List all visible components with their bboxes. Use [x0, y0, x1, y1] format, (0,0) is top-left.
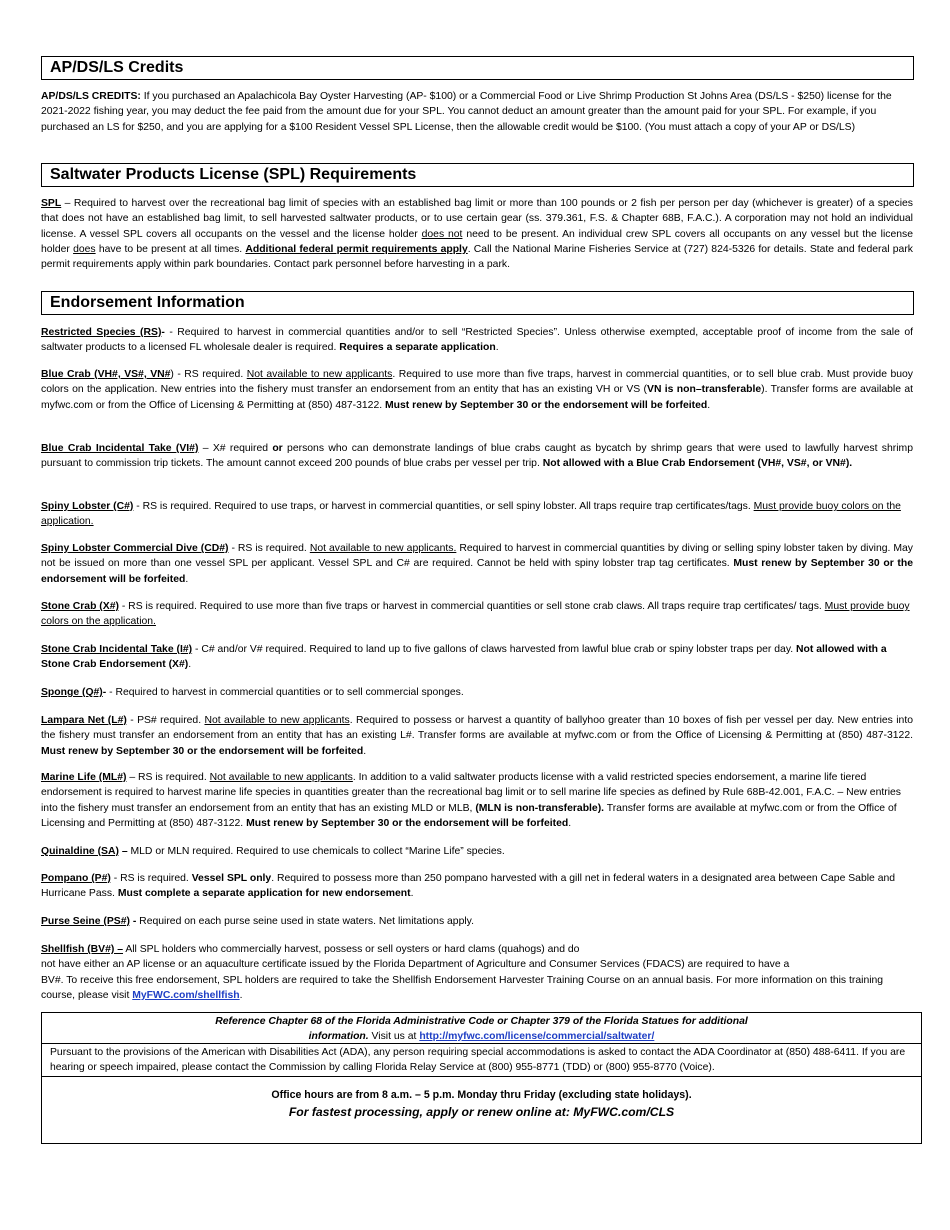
sponge-label: Sponge (Q#): [41, 687, 103, 698]
shellfish-link[interactable]: MyFWC.com/shellfish: [132, 989, 240, 1001]
lampara-net-label: Lampara Net (L#): [41, 715, 127, 726]
online-renewal-text: For fastest processing, apply or renew online at: MyFWC.com/CLS: [288, 1105, 675, 1119]
reference-line-1: Reference Chapter 68 of the Florida Administrative Code or Chapter 379 of the Florida Statues for additional: [215, 1016, 748, 1027]
restricted-species-paragraph: Restricted Species (RS)- - Required to harvest in commercial quantities and/or to sell “Restricted Species”. Unless otherwise exempted, acceptable proof of income from the sale of saltwater products to a licensed FL wholesale dealer is required. Requires a separate application.: [41, 327, 914, 354]
credits-section-title: AP/DS/LS Credits: [41, 56, 914, 80]
sponge-paragraph: Sponge (Q#)- - Required to harvest in commercial quantities or to sell commercial sponges.: [41, 687, 464, 698]
blue-crab-incidental-paragraph: Blue Crab Incidental Take (VI#) – X# required or persons who can demonstrate landings of blue crabs caught as bycatch by shrimp gears that were used to lawfully harvest shrimp pursuant to commission trip tickets. The amount cannot exceed 200 pounds of blue crabs per vessel per trip. Not allowed with a Blue Crab Endorsement (VH#, VS#, or VN#).: [41, 443, 913, 470]
credits-text: If you purchased an Apalachicola Bay Oyster Harvesting (AP- $100) or a Commercial Food or Live Shrimp Production St Johns Area (DS/LS - $250) license for the 2021-2022 fishing year, you may deduct the fee paid from the amount due for your SPL. You cannot deduct an amount greater than the amount paid for your SPL. For example, if you purchased an LS for $250, and you are applying for a $100 Resident Vessel SPL License, then the allowable credit would be $100. (You must attach a copy of your AP or DS/LS): [41, 91, 892, 133]
pompano-paragraph: Pompano (P#) - RS is required. Vessel SPL only. Required to possess more than 250 pompano harvested with a gill net in federal waters in a designated area between Cape Sable and Hurricane Pass. Must complete a separate application for new endorsement.: [41, 873, 896, 900]
spiny-lobster-label: Spiny Lobster (C#): [41, 501, 134, 512]
restricted-species-label: Restricted Species (RS): [41, 327, 162, 338]
spiny-lobster-paragraph: Spiny Lobster (C#) - RS is required. Required to use traps, or harvest in commercial quantities, or sell spiny lobster. All traps require trap certificates/tags. Must provide buoy colors on the application.: [41, 501, 901, 528]
shellfish-paragraph: [41, 942, 913, 1003]
marine-life-paragraph: Marine Life (ML#) – RS is required. Not available to new applicants. In addition to a valid saltwater products license with a valid restricted species endorsement, a marine life tiered endorsement is required to harvest marine life species in quantities greater than the recreational bag limit or to sell marine life species as defined by Rule 68B-42.001, F.A.C. – New entries into the fishery must transfer an endorsement from an entity that has an existing MLD or MLB, (MLN is non-transferable). Transfer forms are available at myfwc.com or from the Office of Licensing and Permitting at (850) 487-3122. Must renew by September 30 or the endorsement will be forfeited.: [41, 772, 901, 829]
stone-crab-incidental-label: Stone Crab Incidental Take (I#): [41, 644, 193, 655]
spl-paragraph: SPL – Required to harvest over the recreational bag limit of species with an established bag limit or more than 100 pounds or 2 fish per person per day (whichever is greater) of a species that does not have an established bag limit, to sell harvested saltwater products, or to use certain gear (ss. 379.361, F.S. & Chapter 68B, F.A.C.). A corporation may not hold an individual license. A vessel SPL covers all occupants on the vessel and the license holder does not need to be present. An individual crew SPL covers all occupants on any vessel but the license holder does have to be present at all times. Additional federal permit requirements apply. Call the National Marine Fisheries Service at (727) 824-5326 for details. State and federal park permit requirements apply within park boundaries. Contact park personnel before harvesting in a park.: [41, 198, 913, 271]
quinaldine-label: Quinaldine (SA): [41, 846, 119, 857]
endorsement-section-title: Endorsement Information: [41, 291, 914, 315]
credits-paragraph: [41, 89, 913, 135]
blue-crab-label: Blue Crab (VH#, VS#, VN#: [41, 369, 171, 380]
quinaldine-paragraph: Quinaldine (SA) – MLD or MLN required. Required to use chemicals to collect “Marine Life” species.: [41, 846, 505, 857]
purse-seine-paragraph: Purse Seine (PS#) - Required on each purse seine used in state waters. Net limitations apply.: [41, 916, 474, 927]
spiny-lobster-dive-label: Spiny Lobster Commercial Dive (CD#): [41, 543, 229, 554]
shellfish-line-3: BV#. To receive this free endorsement, SPL holders are required to take the Shellfish Endorsement Harvester Training Course on an annual basis. For more information on this training course, please visit MyFWC.com/shellfish.: [41, 974, 884, 1001]
stone-crab-incidental-paragraph: Stone Crab Incidental Take (I#) - C# and/or V# required. Required to land up to five gallons of claws harvested from lawful blue crab or spiny lobster traps per day. Not allowed with a Stone Crab Endorsement (X#).: [41, 644, 887, 671]
federal-permit-note: Additional federal permit requirements apply: [245, 243, 468, 255]
purse-seine-label: Purse Seine (PS#): [41, 916, 130, 927]
shellfish-label: Shellfish (BV#) –: [41, 944, 123, 955]
lampara-net-paragraph: Lampara Net (L#) - PS# required. Not available to new applicants. Required to possess or harvest a quantity of ballyhoo greater than 10 boxes of fish per vessel per day. New entries into the fishery must transfer an endorsement from an entity that has an existing L#. Transfer forms are available at myfwc.com or from the Office of Licensing & Permitting at (850) 487-3122. Must renew by September 30 or the endorsement will be forfeited.: [41, 715, 913, 757]
spl-section-title: Saltwater Products License (SPL) Requirements: [41, 163, 914, 187]
credits-label: AP/DS/LS CREDITS:: [41, 91, 141, 102]
pompano-label: Pompano (P#): [41, 873, 111, 884]
office-hours-text: Office hours are from 8 a.m. – 5 p.m. Monday thru Friday (excluding state holidays).: [271, 1089, 692, 1101]
shellfish-line-1: Shellfish (BV#) – All SPL holders who commercially harvest, possess or sell oysters or hard clams (quahogs) and do: [41, 944, 580, 955]
ada-notice-text: Pursuant to the provisions of the American with Disabilities Act (ADA), any person requiring special accommodations is asked to contact the ADA Coordinator at (850) 488-6411. If you are hearing or speech impaired, please contact the Commission by calling Florida Relay Service at (800) 955-8771 (TDD) or (800) 955-8770 (Voice).: [50, 1047, 906, 1073]
shellfish-line-2: not have either an AP license or an aquaculture certificate issued by the Florida Department of Agriculture and Consumer Services (FDACS) are required to have a: [41, 959, 790, 971]
reference-line-2: information. Visit us at http://myfwc.com/license/commercial/saltwater/: [308, 1031, 655, 1042]
office-hours-box: [41, 1076, 922, 1144]
stone-crab-label: Stone Crab (X#): [41, 601, 119, 612]
blue-crab-paragraph: Blue Crab (VH#, VS#, VN#) - RS required. Not available to new applicants. Required to use more than five traps, harvest in commercial quantities, or to sell blue crab. Must provide buoy colors on the application. New entries into the fishery must transfer an endorsement from an entity that has an existing VH or VS (VN is non–transferable). Transfer forms are available at myfwc.com or from the Office of Licensing & Permitting at (850) 487-3122. Must renew by September 30 or the endorsement will be forfeited.: [41, 369, 914, 411]
ada-notice-box: [41, 1043, 922, 1077]
spiny-lobster-dive-paragraph: Spiny Lobster Commercial Dive (CD#) - RS is required. Not available to new applicants. Required to harvest in commercial quantities by diving or selling spiny lobster taken by diving. May not be issued on more than one vessel SPL per applicant. Vessel SPL and C# are required. Cannot be held with spiny lobster trap tag certificates. Must renew by September 30 or the endorsement will be forfeited.: [41, 543, 914, 585]
reference-box: [41, 1012, 922, 1044]
stone-crab-paragraph: Stone Crab (X#) - RS is required. Required to use more than five traps or harvest in commercial quantities or sell stone crab claws. All traps require trap certificates/ tags. Must provide buoy colors on the application.: [41, 601, 910, 628]
spl-label: SPL: [41, 198, 62, 209]
marine-life-label: Marine Life (ML#): [41, 772, 127, 783]
blue-crab-incidental-label: Blue Crab Incidental Take (VI#): [41, 443, 199, 454]
saltwater-license-link[interactable]: http://myfwc.com/license/commercial/saltwater/: [419, 1031, 655, 1042]
